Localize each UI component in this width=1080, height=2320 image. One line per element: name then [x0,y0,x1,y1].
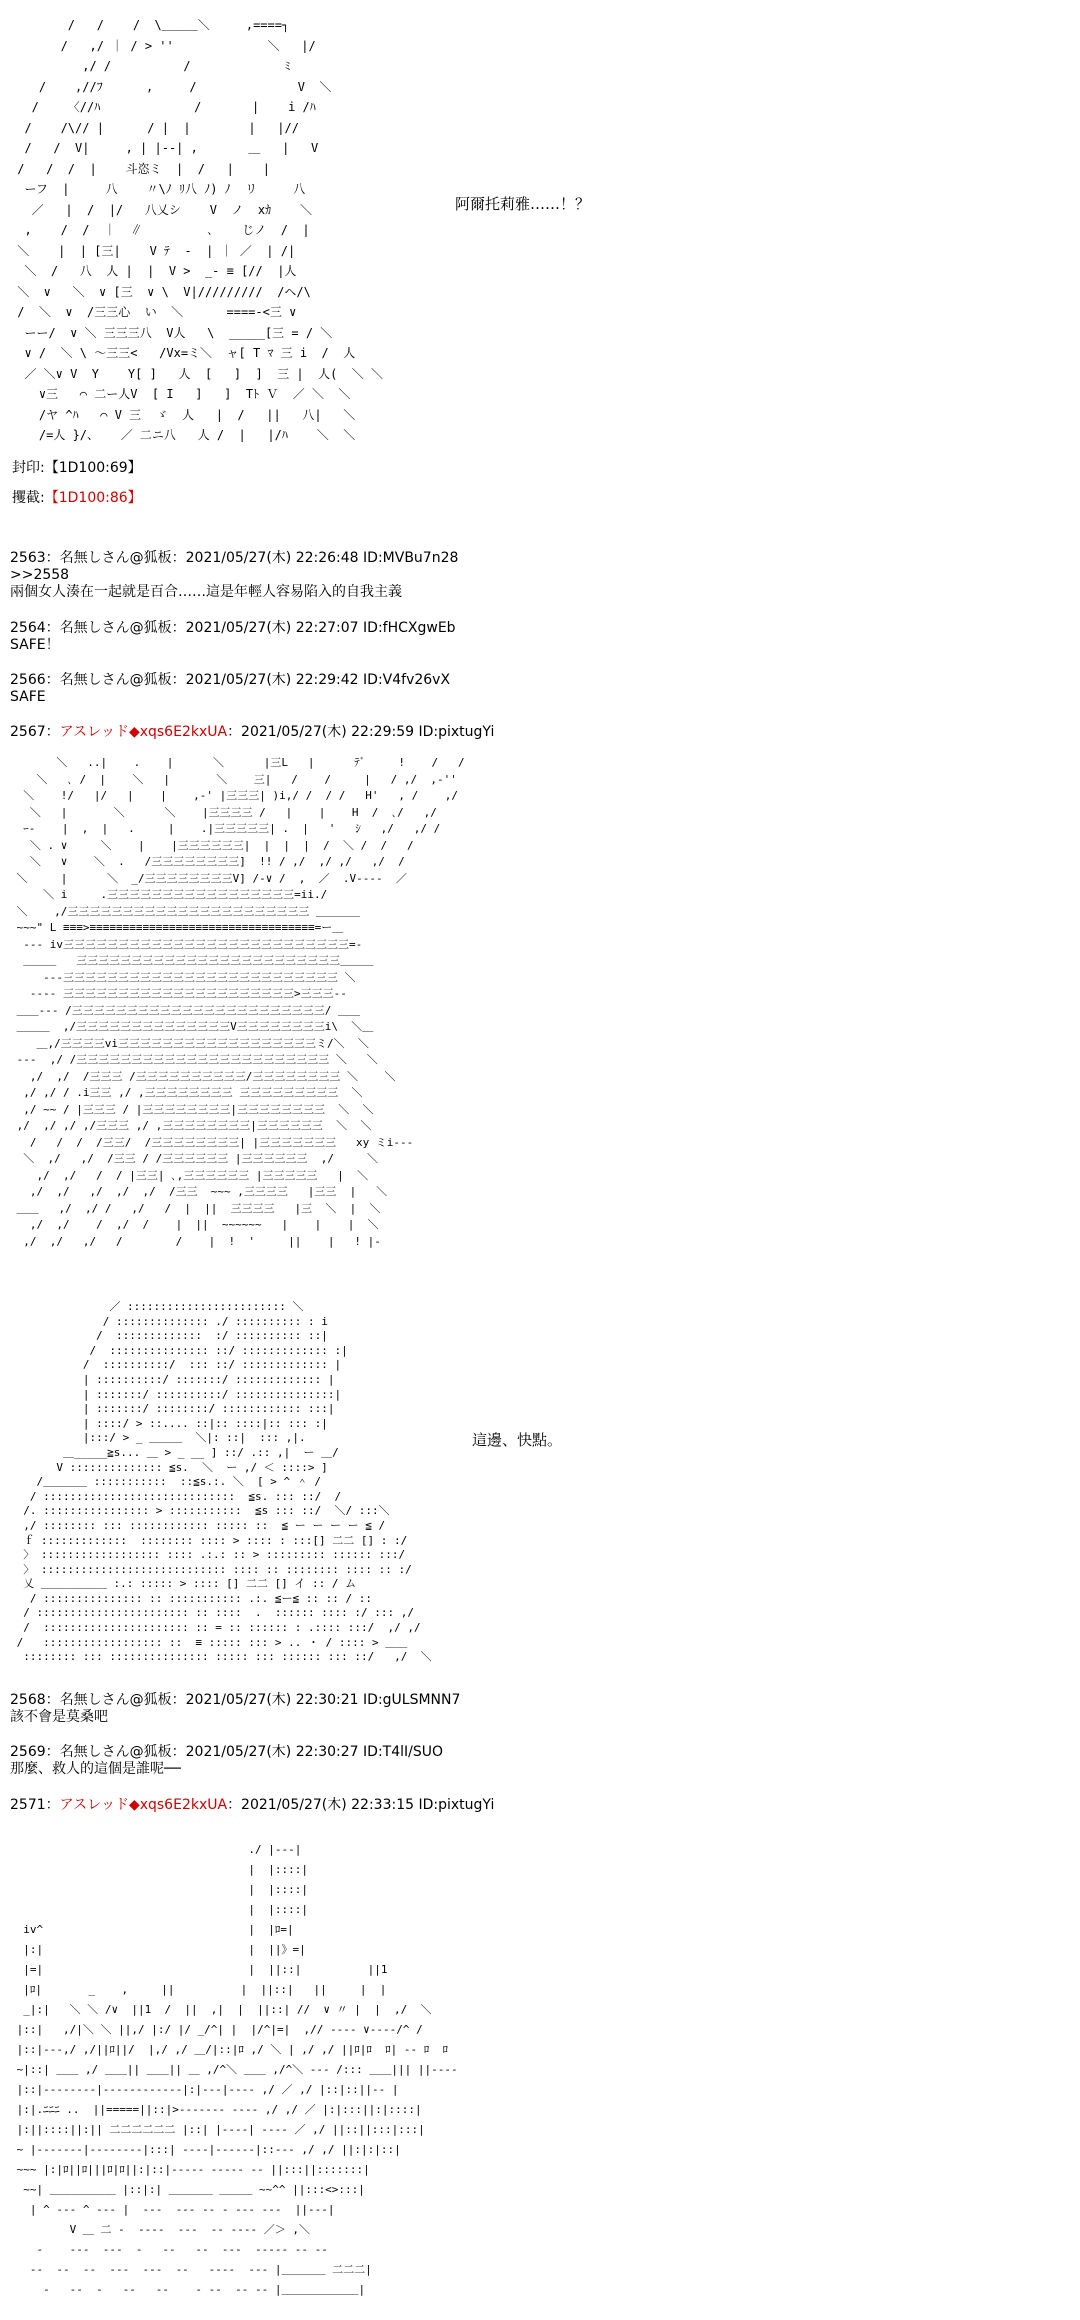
aa-line: ‐‐‐ ,/ /三三三三三三三三三三三三三三三三三三三三三三三 ＼ ＼ [10,1053,378,1066]
post-author: 名無しさん@狐板 [59,1744,172,1760]
aa-line: / ::::::::::::::: ::/ ::::::::::::: :| [10,1343,348,1357]
aa-line: ‐‐‐三三三三三三三三三三三三三三三三三三三三三三三三三 ＼ [10,970,356,984]
ascii-art-artoria [10,15,470,455]
post-author: アスレッド [59,1797,129,1813]
aa-line: ,/ / / ﾐ [10,59,291,73]
aa-line: / / / \＿＿＿＼ ,====┐ [10,18,290,32]
aa-line: ‐ ‐‐‐ ‐‐‐ ‐ ‐‐ ‐‐ ‐‐‐ ‐‐‐‐‐ ‐‐ ‐‐ [10,2243,328,2256]
aa-line: / ::::::::::::::: :: ::::::::::: .:. ≦ー≦ :: :: / :: [10,1591,372,1605]
aa-line: | |::::| [10,1903,309,1916]
aa-line: , / / ｜ ∥ ､ じノ / | [10,223,310,237]
aa-line: | :::::::/ ::::::::/ :::::::::::: :::| [10,1402,335,1416]
aa-line: _|:| ＼ ＼ /∨ ||1 / || ,| | ||::| // ∨ 〃 | | ,/ ＼ [10,2003,432,2016]
post-number[interactable]: 2564 [10,620,46,636]
speech-text-3: 這邊、快點。 [472,1431,563,1449]
aa-line: ,/ ,/ / / |三三| ､,三三三三三三 |三三三三三 | ＼ [10,1168,369,1182]
aa-line: 〉 :::::::::::::::::::::::::::: :::: :: :::::::: :::: :: :/ [10,1562,412,1576]
post-header [10,1744,443,1761]
ascii-art-explosion [10,755,710,1255]
aa-line: ーー/ ∨ ＼ 三三三八 V人 \ _____[三 = / ＼ [10,325,333,340]
aa-line: V ＿ 二 ‐ ‐‐‐‐ ‐‐‐ ‐‐ ‐‐‐‐ ／＞ ,＼ [10,2223,311,2236]
aa-line: ~~~" L ≡≡≡>≡≡≡≡≡≡≡≡≡≡≡≡≡≡≡≡≡≡≡≡≡≡≡≡≡≡≡≡≡≡≡≡≡≡=ー＿ [10,921,344,934]
aa-line: ,/ ,/ /三三三 /三三三三三三三三三三/三三三三三三三三 ＼ ＼ [10,1069,396,1083]
aa-line: ,/ ,/ ,/ ,/三三三 ,/ ,三三三三三三三三|三三三三三三 ＼ ＼ [10,1119,372,1132]
post-body: 該不會是莫桑吧 [10,1709,108,1725]
aa-line: | ::::::::::/ :::::::/ ::::::::::::: | [10,1372,335,1386]
post-trip: ◆xqs6E2kxUA [128,1797,228,1813]
aa-line: / ::::::::::::::::::::::::::::: ≦s. ::: ::/ / [10,1489,342,1503]
post-number[interactable]: 2563 [10,550,46,566]
aa-line: | ^ ‐‐‐ ^ ‐‐‐ | ‐‐‐ ‐‐‐ ‐‐ ‐ ‐‐‐ ‐‐‐ ||‐‐‐| [10,2203,335,2216]
aa-line: / 〈//ﾊ / | i /ﾊ [10,100,316,114]
aa-line: ／ :::::::::::::::::::::::: ＼ [10,1300,304,1313]
aa-line: |::| ,/|＼ ＼ ||,/ |:/ |/ _/^| | |/^|=| ,// ‐‐‐‐ ∨‐‐‐‐/^ / [10,2023,423,2036]
aa-line: ＿＿＿ ,/三三三三三三三三三三三三三三V三三三三三三三三i\ ＼＿ [10,1020,374,1033]
seal-value: 【1D100:69】 [44,460,142,476]
aa-line: /ヤ ^ﾊ ⌒ V 三 ゞ 人 | / || 八| ＼ [10,407,356,422]
post-author: 名無しさん@狐板 [59,620,172,636]
aa-line: ＿＿＿ 三三三三三三三三三三三三三三三三三三三三三三三三＿＿＿ [10,954,374,967]
aa-line: / ::::::::::::::::::::::: :: :::: . :::::: :::: :/ ::: ,/ [10,1606,414,1620]
ascii-art-cityscape [10,1840,650,2310]
aa-line: / / / | 斗恣ミ | / | | [10,161,270,176]
post-body: 那麼、救人的這個是誰呢── [10,1761,181,1777]
aa-line: V :::::::::::::: ≦s. ＼ ー ,/ ＜ ::::> ] [10,1460,328,1474]
aa-line: ＼ ,/ ,/ /三三 / /三三三三三三 |三三三三三三 ,/ ＼ [10,1152,379,1165]
aa-line: ＼ ､ / | ＼ | ＼ 三| / / | / ,/ ,-'' [10,772,457,786]
seal-label: 封印: [12,460,45,476]
aa-line: ,/ ~~ / |三三三 / |三三三三三三三三|三三三三三三三三 ＼ ＼ [10,1102,374,1116]
aa-line: ｰ- | , | . | .|三三三三三| . | ' ｼ ,/ ,/ / [10,822,441,835]
post-sep: ： [45,1797,60,1813]
aa-line: /. :::::::::::::::: > ::::::::::: ≦s ::: ::/ ＼/ :::＼ [10,1504,390,1518]
post-2568 [10,1692,460,1726]
aa-line: |ﾛ| _ , || | ||::| || | | [10,1983,387,1996]
aa-line: ＼ ,/三三三三三三三三三三三三三三三三三三三三三三 ＿＿＿＿ [10,904,360,918]
aa-line: ./ |‐‐‐| [10,1843,302,1856]
aa-line: 〉 :::::::::::::::::: :::: .:.: :: > ::::::::: :::::: :::/ [10,1548,406,1562]
speech-text-1: 阿爾托莉雅……！？ [455,195,591,213]
aa-line: ＼ / 八 人 | | V > _- ≡ [// |人 [10,264,297,278]
post-sep: ： [45,672,60,688]
aa-line: / ,/ ｜ / > '' ＼ |/ [10,38,316,53]
aa-line: / / / /三三/ /三三三三三三三三| |三三三三三三三 xy ミi‐‐‐ [10,1135,414,1149]
post-2569 [10,1744,443,1778]
aa-line: ＿＿‐‐‐ /三三三三三三三三三三三三三三三三三三三三三三三/ ＿＿ [10,1003,360,1017]
aa-line: ーフ | 八 〃\ﾉ ﾘ八 ﾉ) ﾉ リ 八 [10,182,306,196]
aa-line: |:|.ﾆﾆﾆ .. ||=====||::|>‐‐‐‐‐‐‐ ‐‐‐‐ ,/ ,/ ／ |:|:::||:|::::| [10,2103,422,2116]
post-date: ：2021/05/27(木) 22:29:42 ID:V4fv26vX [171,672,451,688]
aa-line: | |::::| [10,1883,309,1896]
aa-line: 乂 ＿＿＿＿＿＿ :.: ::::: > :::: [] 二二 [] イ :: / ム [10,1577,357,1591]
aa-line: /=人 }/、 ／ 二ニ八 人 / | |/ﾊ ＼ ＼ [10,428,356,442]
aa-line: ＼ ..| . | ＼ |三L | ﾃﾞ ! / / [10,756,465,769]
post-author: 名無しさん@狐板 [59,1692,172,1708]
aa-line: | |::::| [10,1863,309,1876]
post-header [10,550,458,567]
aa-line: ~ |‐‐‐‐‐‐‐|‐‐‐‐‐‐‐‐|:::| ‐‐‐‐|‐‐‐‐‐‐|::‐‐‐ ,/ ,/ ||:|:|::| [10,2143,401,2156]
capture-value: 【1D100:86】 [44,490,142,506]
aa-line: ＼ !/ |/ | | ,-' |三三三| )i,/ / / / H' , / ,/ [10,789,458,802]
capture-result [12,490,142,507]
aa-line: | ::::/ > ::.... ::|:: ::::|:: ::: :| [10,1416,328,1430]
aa-line: |::|‐‐‐‐‐‐‐‐|‐‐‐‐‐‐‐‐‐‐‐‐|:|‐‐‐|‐‐‐‐ ,/ ／ ,/ |::|::||‐‐ | [10,2083,399,2096]
post-author: 名無しさん@狐板 [59,550,172,566]
post-header [10,1797,494,1814]
aa-line: ,/ ,/ / ,/ / | || ~~~~~~ | | | ＼ [10,1218,379,1231]
aa-line: |:||::::||:|| 二二二二二二 |::| |‐‐‐‐| ‐‐‐‐ ／ ,/ ||::||:::|:::| [10,2123,425,2136]
aa-line: ∨ / ＼ \ ～三三< /Vx=ミ＼ ャ[ T ﾏ 三 i / 人 [10,346,356,360]
post-number[interactable]: 2568 [10,1692,46,1708]
post-date: ：2021/05/27(木) 22:29:59 ID:pixtugYi [227,724,495,740]
aa-line: ,/ ,/ / .i三三 ,/ ,三三三三三三三三 三三三三三三三三三 ＼ [10,1086,363,1099]
aa-line: |::|‐‐‐,/ ,/||ﾛ||/ |,/ ,/ ＿/|::|ﾛ ,/ ＼ | ,/ ,/ ||ﾛ|ﾛ ﾛ| ‐‐ ﾛ ﾛ [10,2043,448,2056]
post-sep: ： [45,1692,60,1708]
aa-line: / :::::::::::::::::::::: :: = :: :::::: : .:::: :::/ ,/ ,/ [10,1621,421,1635]
post-header [10,724,494,741]
post-2563 [10,550,458,601]
aa-line: / ＼ ∨ /三三心 い ＼ ====-<三 ∨ [10,305,297,319]
post-reply-link[interactable]: >>2558 [10,567,70,583]
aa-line: ＼ i .三三三三三三三三三三三三三三三三三=ii./ [10,888,328,901]
aa-line: ＼ ∨ ＼ . /三三三三三三三三] !! / ,/ ,/ ,/ ,/ / [10,855,405,868]
aa-line: ‐‐‐‐ 三三三三三三三三三三三三三三三三三三三三三>三三三‐‐ [10,987,347,1000]
aa-line: ,/ ,/ ,/ ,/ ,/ /三三 ~~~ ,三三三三 |三三 | ＼ [10,1185,388,1198]
aa-line: ｆ ::::::::::::: :::::::: :::: > :::: : :::[] 二二 [] : :/ [10,1533,408,1547]
aa-line: ＼ ∨ ＼ ∨ [三 ∨ \ V|///////// /ヘ/\ [10,284,311,299]
aa-line: ／ | / |/ 八乂シ V ノ xｶ ＼ [10,202,312,217]
post-2571 [10,1797,494,1814]
aa-line: ∨三 ⌒ 二ー人V [ I ] ] Tﾄ Ｖ ／ ＼ ＼ [10,387,351,401]
capture-label: 攫截: [12,490,45,506]
post-number[interactable]: 2569 [10,1744,46,1760]
post-sep: ： [45,550,60,566]
aa-line: ＼ | | [三| V ﾃ - | ｜ ／ | /| [10,243,296,258]
aa-line: / ::::::::::/ ::: ::/ ::::::::::::: | [10,1358,342,1372]
aa-line: ＿,/三三三三vi三三三三三三三三三三三三三三三三三三ミ/＼ ＼ [10,1036,369,1050]
post-number[interactable]: 2567 [10,724,46,740]
aa-line: / :::::::::::::::::: :: ≡ ::::: ::: > .. ・ / :::: > ＿＿ [10,1635,408,1649]
aa-line: ~|::| ＿＿ ,/ ＿＿|| ＿＿|| ＿ ,/^＼ ＿＿ ,/^＼ ‐‐‐ /::: ＿＿||| ||‐‐‐‐ [10,2063,458,2076]
aa-line: ~~| ＿＿＿＿＿＿ |::|:| ＿＿＿＿ ＿＿＿ ~~^^ ||:::<>:::| [10,2183,365,2196]
post-date: ：2021/05/27(木) 22:30:27 ID:T4lI/SUO [171,1744,444,1760]
post-number[interactable]: 2571 [10,1797,46,1813]
aa-line: / ,//ﾌ , / V ＼ [10,79,332,94]
aa-line: / ::::::::::::: :/ :::::::::: ::| [10,1329,328,1343]
post-author: 名無しさん@狐板 [59,672,172,688]
post-header [10,620,456,637]
aa-line: | :::::::/ ::::::::::/ :::::::::::::::| [10,1387,342,1401]
post-2567 [10,724,494,741]
aa-line: ＼ | ＼ _/三三三三三三三三V] /-∨ / , ／ .V‐‐‐‐ ／ [10,871,407,885]
post-trip: ◆xqs6E2kxUA [128,724,228,740]
post-number[interactable]: 2566 [10,672,46,688]
aa-line: iv^ | |ﾛ=| [10,1923,294,1936]
aa-line: ,/ ,/ ,/ / / | ! ' || | ! |- [10,1234,381,1248]
aa-line: |=| | ||::| ||1 [10,1963,388,1976]
post-date: ：2021/05/27(木) 22:33:15 ID:pixtugYi [227,1797,495,1813]
post-date: ：2021/05/27(木) 22:30:21 ID:gULSMNN7 [171,1692,461,1708]
seal-result [12,460,142,477]
aa-line: :::::::: ::: ::::::::::::::: ::::: ::: :::::: ::: ::/ ,/ ＼ [10,1650,432,1664]
post-2566 [10,672,450,706]
post-date: ：2021/05/27(木) 22:27:07 ID:fHCXgwEb [171,620,456,636]
post-sep: ： [45,1744,60,1760]
aa-line: / :::::::::::::: ./ :::::::::: : i [10,1314,328,1328]
aa-line: ‐‐‐ iv三三三三三三三三三三三三三三三三三三三三三三三三三三=‐ [10,937,363,951]
aa-line: ~~~ |:|ﾛ||ﾛ|||ﾛ|ﾛ||:|::|‐‐‐‐‐ ‐‐‐‐‐ ‐‐ ||:::||:::::::| [10,2163,370,2176]
post-header [10,1692,460,1709]
ascii-art-hooded-figure [10,1300,530,1670]
post-2564 [10,620,456,654]
post-date: ：2021/05/27(木) 22:26:48 ID:MVBu7n28 [171,550,459,566]
aa-line: |:::/ > _ ＿＿＿ ＼|: ::| ::: ,|. [10,1431,306,1445]
post-sep: ： [45,724,60,740]
post-sep: ： [45,620,60,636]
post-header [10,672,450,689]
aa-line: ＿＿ ,/ ,/ / ,/ / | || 三三三三 |三 ＼ | ＼ [10,1201,381,1215]
aa-line: ＿_____≧s... ＿ > _ __ ] ::/ .:: ,| ー ＿/ [10,1445,339,1459]
post-body: 兩個女人湊在一起就是百合……這是年輕人容易陷入的自我主義 [10,584,402,600]
aa-line: ／ ＼∨ V Y Y[ ] 人 [ ] ] 三 | 人( ＼ ＼ [10,366,383,381]
aa-line: /＿＿＿＿ ::::::::::: ::≦s.:. ＼ [ > ^ ＾ / [10,1475,322,1489]
aa-line: |:| | ||》=| [10,1943,306,1956]
aa-line: / /\// | / | | | |// [10,120,299,135]
aa-line: ,/ :::::::: ::: :::::::::::: ::::: :: ≦ ー ー ー ー ≦ / [10,1518,386,1532]
post-body: SAFE [10,689,46,705]
aa-line: ‐ ‐‐ ‐ ‐‐ ‐‐ ‐ ‐‐ ‐‐ ‐‐ |＿＿＿＿＿＿＿| [10,2283,366,2296]
aa-line: ‐‐ ‐‐ ‐‐ ‐‐‐ ‐‐‐ ‐‐ ‐‐‐‐ ‐‐‐ |＿＿＿＿ 二二二| [10,2263,372,2276]
aa-line: ＼ | ＼ ＼ |三三三三 / | | H / ､/ ,/ [10,805,437,819]
post-body: SAFE！ [10,637,60,653]
post-author: アスレッド [59,724,129,740]
aa-line: / / V| , | |--| , ＿ | V [10,141,319,155]
aa-line: ＼ . ∨ ＼ | |三三三三三三| | | | / ＼ / / / [10,838,414,852]
